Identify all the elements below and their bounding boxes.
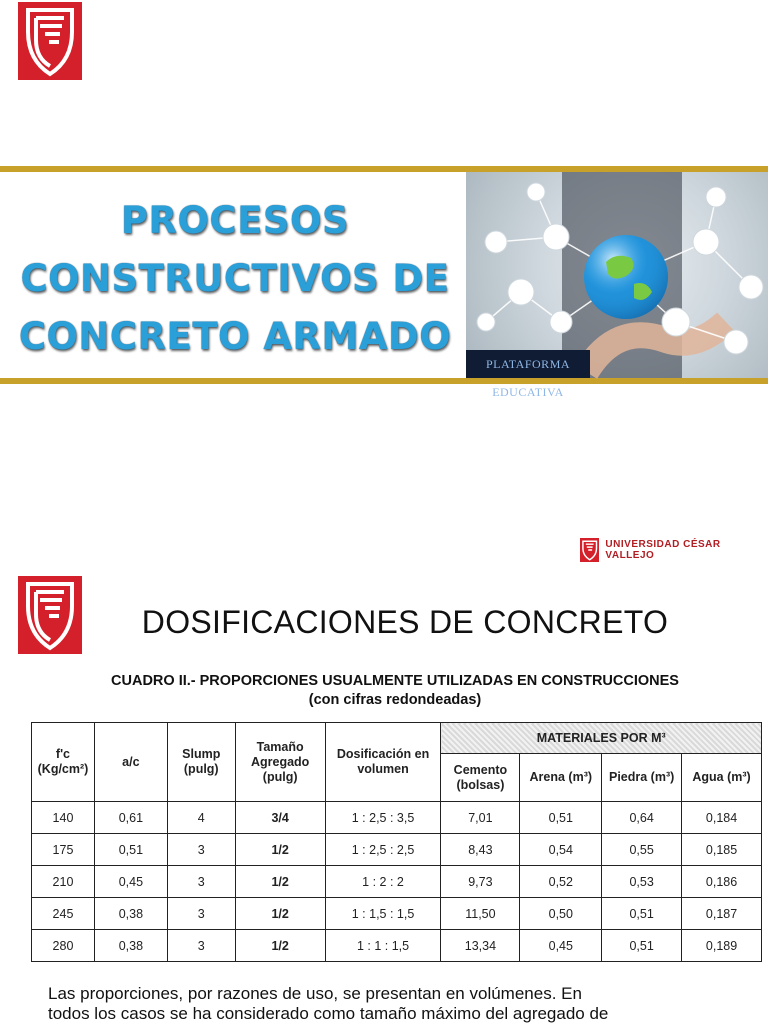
note-line-2: todos los casos se ha considerado como tamaño máximo del agregado de (48, 1004, 609, 1023)
cell: 8,43 (441, 834, 520, 866)
cell: 3 (167, 866, 235, 898)
title-line-2: CONSTRUCTIVOS DE (20, 257, 450, 300)
ucv-mini-logo (580, 538, 599, 562)
cell: 3 (167, 930, 235, 962)
cell: 0,186 (682, 866, 762, 898)
title-line-1: PROCESOS (120, 199, 350, 242)
cell: 1/2 (235, 930, 325, 962)
university-name: UNIVERSIDAD CÉSAR VALLEJO (605, 539, 721, 561)
cell: 0,51 (94, 834, 167, 866)
cell: 1 : 2,5 : 3,5 (325, 802, 441, 834)
cell: 9,73 (441, 866, 520, 898)
cell: 0,38 (94, 898, 167, 930)
table-caption (30, 672, 760, 710)
cell: 0,38 (94, 930, 167, 962)
cell: 0,61 (94, 802, 167, 834)
cell: 0,185 (682, 834, 762, 866)
table-row (32, 834, 762, 866)
ucv-logo (18, 2, 82, 80)
cell: 0,51 (520, 802, 602, 834)
cell: 0,50 (520, 898, 602, 930)
table-row (32, 866, 762, 898)
header-piedra: Piedra (m³) (602, 754, 682, 802)
dosificaciones-slide (0, 570, 768, 1024)
network-illustration (466, 172, 768, 378)
cell: 11,50 (441, 898, 520, 930)
cell: 1 : 1,5 : 1,5 (325, 898, 441, 930)
cell: 3 (167, 834, 235, 866)
cell: 0,187 (682, 898, 762, 930)
university-footer (580, 538, 768, 562)
slide-title (10, 192, 460, 366)
cell: 0,51 (602, 930, 682, 962)
header-slump: Slump (pulg) (167, 723, 235, 802)
cell: 0,64 (602, 802, 682, 834)
cell: 0,52 (520, 866, 602, 898)
table-caption-line-1: CUADRO II.- PROPORCIONES USUALMENTE UTILIZADAS EN CONSTRUCCIONES (111, 673, 679, 689)
cell: 0,51 (602, 898, 682, 930)
table-row (32, 802, 762, 834)
cell: 0,189 (682, 930, 762, 962)
cell: 3 (167, 898, 235, 930)
cell: 0,45 (520, 930, 602, 962)
cell: 13,34 (441, 930, 520, 962)
cell: 1/2 (235, 834, 325, 866)
header-ac: a/c (94, 723, 167, 802)
slide-divider (0, 562, 768, 570)
cell: 140 (32, 802, 95, 834)
cell: 210 (32, 866, 95, 898)
header-cemento: Cemento (bolsas) (441, 754, 520, 802)
cell: 175 (32, 834, 95, 866)
header-tamano: Tamaño Agregado (pulg) (235, 723, 325, 802)
cell: 1 : 2 : 2 (325, 866, 441, 898)
cell: 0,184 (682, 802, 762, 834)
cell: 1 : 2,5 : 2,5 (325, 834, 441, 866)
table-row (32, 930, 762, 962)
cell: 0,45 (94, 866, 167, 898)
table-row (32, 898, 762, 930)
header-dosificacion: Dosificación en volumen (325, 723, 441, 802)
gold-line-bottom (0, 378, 768, 384)
cell: 0,53 (602, 866, 682, 898)
header-fc: f'c (Kg/cm²) (32, 723, 95, 802)
slide-heading: DOSIFICACIONES DE CONCRETO (141, 604, 669, 640)
table-caption-line-2: (con cifras redondeadas) (308, 692, 482, 708)
cell: 1/2 (235, 898, 325, 930)
cell: 0,55 (602, 834, 682, 866)
cell: 0,54 (520, 834, 602, 866)
cell: 1/2 (235, 866, 325, 898)
photo-caption: PLATAFORMA EDUCATIVA (466, 350, 590, 378)
dosification-table (31, 722, 762, 962)
cell: 3/4 (235, 802, 325, 834)
header-arena: Arena (m³) (520, 754, 602, 802)
cell: 7,01 (441, 802, 520, 834)
header-agua: Agua (m³) (682, 754, 762, 802)
cell: 245 (32, 898, 95, 930)
header-materiales: MATERIALES POR M³ (441, 723, 762, 754)
title-line-3: CONCRETO ARMADO (18, 315, 452, 358)
network-globe-photo (466, 172, 768, 399)
body-paragraph (48, 984, 748, 1024)
cell: 280 (32, 930, 95, 962)
cell: 4 (167, 802, 235, 834)
ucv-logo (18, 576, 82, 654)
note-line-1: Las proporciones, por razones de uso, se presentan en volúmenes. En (48, 984, 582, 1003)
cell: 1 : 1 : 1,5 (325, 930, 441, 962)
